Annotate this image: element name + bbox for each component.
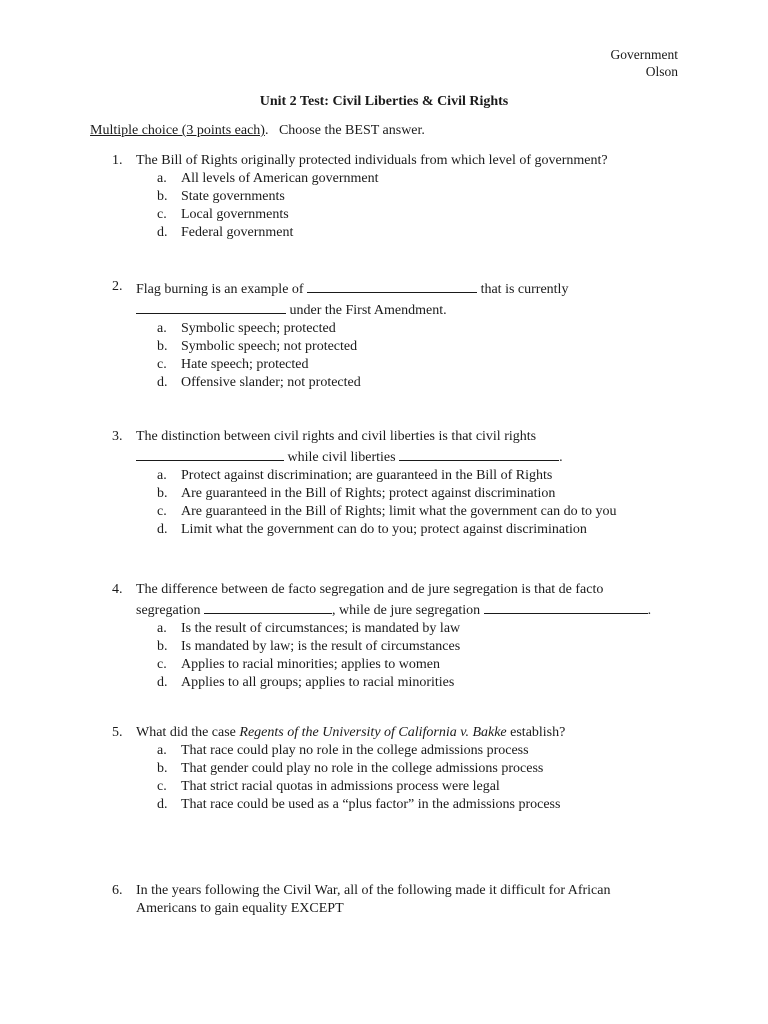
question-text-part: The distinction between civil rights and civil liberties is that civil rights xyxy=(136,429,537,444)
option-text: Symbolic speech; protected xyxy=(181,321,336,336)
option-letter: b. xyxy=(157,189,168,204)
question-text-part: establish? xyxy=(510,725,566,740)
question-number: 1. xyxy=(112,153,123,168)
course-name: Government xyxy=(610,47,678,62)
question-1 xyxy=(112,152,682,242)
question-3 xyxy=(112,428,682,539)
answer-blank[interactable] xyxy=(307,278,477,293)
question-number: 3. xyxy=(112,429,123,444)
option-letter: c. xyxy=(157,779,167,794)
option-text: All levels of American government xyxy=(181,171,379,186)
option-letter: d. xyxy=(157,225,168,240)
option-letter: d. xyxy=(157,375,168,390)
question-2 xyxy=(112,278,682,392)
answer-blank[interactable] xyxy=(136,446,284,461)
option-text: Are guaranteed in the Bill of Rights; protect against discrimination xyxy=(181,486,556,501)
answer-options xyxy=(112,170,682,242)
option-letter: a. xyxy=(157,743,167,758)
question-text xyxy=(136,581,682,620)
question-text xyxy=(136,724,682,742)
option-text: Are guaranteed in the Bill of Rights; limit what the government can do to you xyxy=(181,504,617,519)
instructions-text: Choose the BEST answer. xyxy=(278,123,425,138)
option-letter: d. xyxy=(157,797,168,812)
question-number: 5. xyxy=(112,725,123,740)
option-text: That strict racial quotas in admissions process were legal xyxy=(181,779,500,794)
option-letter: a. xyxy=(157,171,167,186)
option-text: Applies to all groups; applies to racial minorities xyxy=(181,675,455,690)
option-a[interactable] xyxy=(157,620,682,638)
option-text: Limit what the government can do to you; protect against discrimination xyxy=(181,522,587,537)
option-text: Symbolic speech; not protected xyxy=(181,339,358,354)
answer-blank[interactable] xyxy=(399,446,559,461)
answer-options xyxy=(112,620,682,692)
answer-options xyxy=(112,742,682,814)
question-text-part: segregation xyxy=(136,603,201,618)
question-number: 4. xyxy=(112,582,123,597)
question-text-part: that is currently xyxy=(480,282,569,297)
option-letter: c. xyxy=(157,207,167,222)
option-text: Is the result of circumstances; is mandated by law xyxy=(181,621,461,636)
course-header xyxy=(611,46,678,80)
question-text-part: , while de jure segregation xyxy=(332,603,481,618)
question-number: 2. xyxy=(112,279,123,294)
option-a[interactable] xyxy=(157,170,682,188)
option-text: Applies to racial minorities; applies to women xyxy=(181,657,440,672)
option-letter: b. xyxy=(157,339,168,354)
question-text-part: Flag burning is an example of xyxy=(136,282,304,297)
question-5 xyxy=(112,724,682,814)
instructions xyxy=(90,123,425,139)
question-6 xyxy=(112,882,652,918)
answer-options xyxy=(112,467,682,539)
question-text-part: . xyxy=(559,450,563,465)
option-d[interactable] xyxy=(157,224,682,242)
option-c[interactable] xyxy=(157,206,682,224)
question-text: In the years following the Civil War, all of the following made it difficult for African Americans to gain equality EXCEPT xyxy=(136,883,611,916)
option-d[interactable] xyxy=(157,674,682,692)
option-letter: a. xyxy=(157,468,167,483)
option-b[interactable] xyxy=(157,338,682,356)
case-name: Regents of the University of California v. Bakke xyxy=(239,725,507,740)
option-text: Protect against discrimination; are guaranteed in the Bill of Rights xyxy=(181,468,553,483)
option-c[interactable] xyxy=(157,503,682,521)
option-a[interactable] xyxy=(157,320,682,338)
option-letter: b. xyxy=(157,639,168,654)
question-text-part: What did the case xyxy=(136,725,236,740)
option-letter: c. xyxy=(157,357,167,372)
option-c[interactable] xyxy=(157,356,682,374)
option-text: That race could be used as a “plus factor” in the admissions process xyxy=(181,797,561,812)
option-letter: a. xyxy=(157,621,167,636)
answer-blank[interactable] xyxy=(484,599,648,614)
test-title: Unit 2 Test: Civil Liberties & Civil Rights xyxy=(259,94,509,109)
question-text: The Bill of Rights originally protected individuals from which level of government? xyxy=(136,153,608,168)
section-label: Multiple choice (3 points each) xyxy=(90,123,265,138)
option-text: Offensive slander; not protected xyxy=(181,375,361,390)
teacher-name: Olson xyxy=(645,64,678,79)
option-c[interactable] xyxy=(157,656,682,674)
option-letter: b. xyxy=(157,761,168,776)
option-text: That gender could play no role in the college admissions process xyxy=(181,761,544,776)
question-text xyxy=(136,428,682,467)
option-c[interactable] xyxy=(157,778,682,796)
option-text: State governments xyxy=(181,189,285,204)
option-text: Hate speech; protected xyxy=(181,357,309,372)
question-text-part: while civil liberties xyxy=(287,450,396,465)
question-4 xyxy=(112,581,682,692)
option-letter: c. xyxy=(157,657,167,672)
answer-options xyxy=(112,320,682,392)
option-b[interactable] xyxy=(157,188,682,206)
question-text-part: . xyxy=(647,603,652,618)
option-letter: a. xyxy=(157,321,167,336)
option-letter: d. xyxy=(157,675,168,690)
option-a[interactable] xyxy=(157,742,682,760)
option-b[interactable] xyxy=(157,485,682,503)
option-d[interactable] xyxy=(157,796,682,814)
option-b[interactable] xyxy=(157,638,682,656)
question-text-part: under the First Amendment. xyxy=(289,303,447,318)
answer-blank[interactable] xyxy=(136,299,286,314)
option-text: Is mandated by law; is the result of circumstances xyxy=(181,639,461,654)
section-label-period: . xyxy=(264,123,269,138)
question-number: 6. xyxy=(112,883,123,898)
question-text-part: The difference between de facto segregation and de jure segregation is that de facto xyxy=(136,582,604,597)
option-d[interactable] xyxy=(157,521,682,539)
answer-blank[interactable] xyxy=(204,599,332,614)
option-letter: c. xyxy=(157,504,167,519)
option-text: Federal government xyxy=(181,225,294,240)
option-letter: b. xyxy=(157,486,168,501)
question-text xyxy=(136,278,682,320)
option-a[interactable] xyxy=(157,467,682,485)
option-b[interactable] xyxy=(157,760,682,778)
option-text: Local governments xyxy=(181,207,289,222)
option-letter: d. xyxy=(157,522,168,537)
option-d[interactable] xyxy=(157,374,682,392)
option-text: That race could play no role in the college admissions process xyxy=(181,743,529,758)
